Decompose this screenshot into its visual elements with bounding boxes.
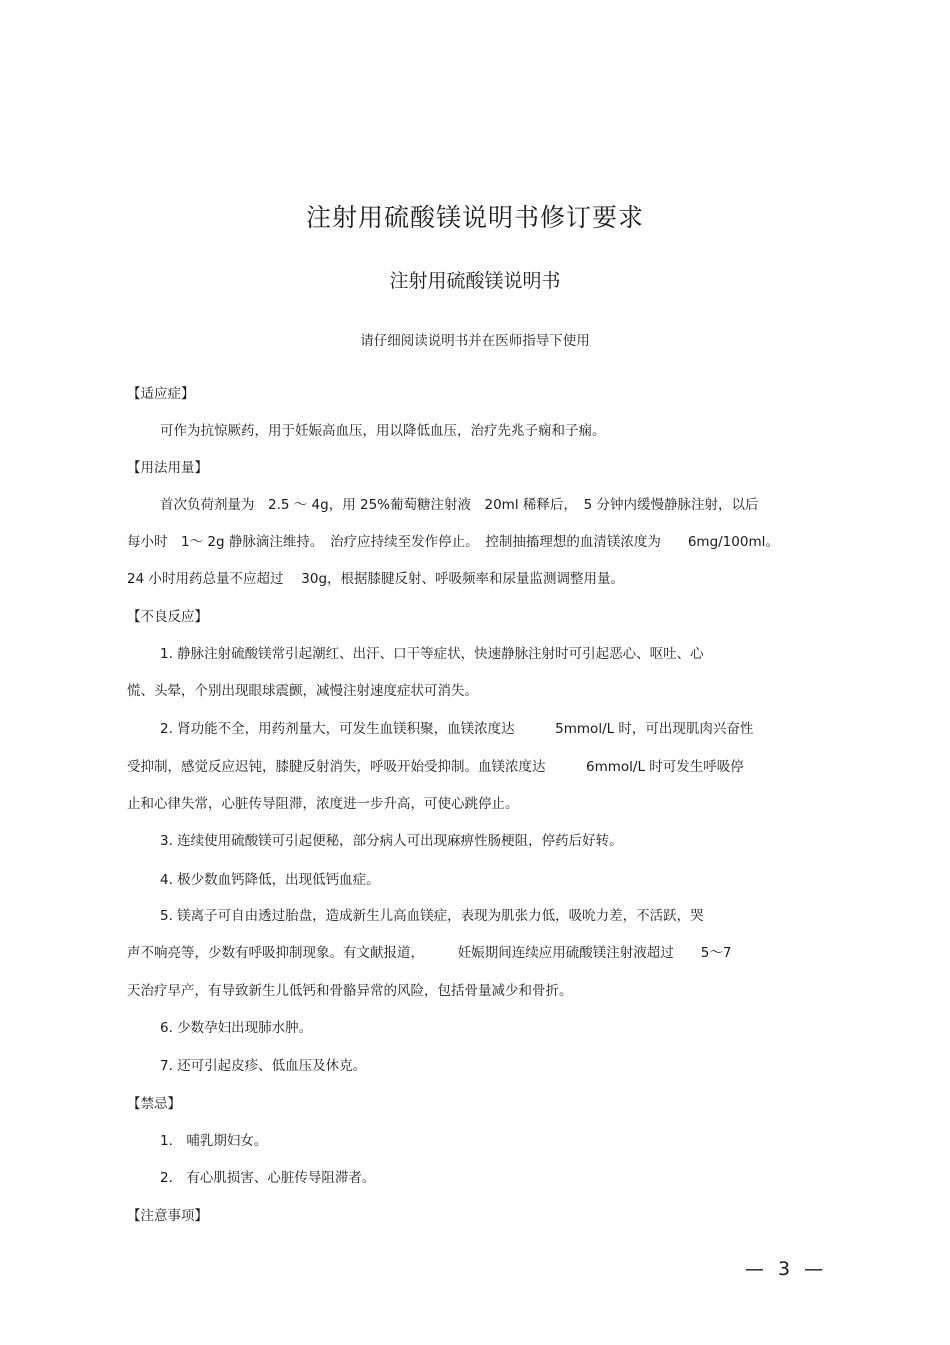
paragraph-line: 受抑制，感觉反应迟钝，膝腱反射消失，呼吸开始受抑制。血镁浓度达 6mmol/L 时可发生呼吸停 xyxy=(127,759,744,775)
paragraph-line: 每小时 1～ 2g 静脉滴注维持。 治疗应持续至发作停止。 控制抽搐理想的血清镁浓度为 6mg/100ml。 xyxy=(127,534,779,550)
paragraph-line: 5. 镁离子可自由透过胎盘，造成新生儿高血镁症，表现为肌张力低，吸吮力差，不活跃，哭 xyxy=(160,908,704,924)
paragraph-line: 2. 有心肌损害、心脏传导阻滞者。 xyxy=(160,1170,376,1186)
paragraph-line: 慌、头晕，个别出现眼球震颤，减慢注射速度症状可消失。 xyxy=(127,683,478,699)
page-number: — 3 — xyxy=(745,1258,828,1280)
paragraph-line: 24 小时用药总量不应超过 30g，根据膝腱反射、呼吸频率和尿量监测调整用量。 xyxy=(127,571,625,587)
paragraph-line: 1. 静脉注射硫酸镁常引起潮红、出汗、口干等症状，快速静脉注射时可引起恶心、呕吐、心 xyxy=(160,646,704,662)
usage-note: 请仔细阅读说明书并在医师指导下使用 xyxy=(360,333,590,349)
section-heading-contraindications: 【禁忌】 xyxy=(127,1096,181,1112)
paragraph-line: 4. 极少数血钙降低，出现低钙血症。 xyxy=(160,872,380,888)
paragraph-line: 首次负荷剂量为 2.5 ～ 4g，用 25%葡萄糖注射液 20ml 稀释后， 5 分钟内缓慢静脉注射，以后 xyxy=(160,497,759,513)
section-heading-precautions: 【注意事项】 xyxy=(127,1208,208,1224)
document-subtitle: 注射用硫酸镁说明书 xyxy=(389,270,561,292)
paragraph-line: 3. 连续使用硫酸镁可引起便秘，部分病人可出现麻痹性肠梗阻，停药后好转。 xyxy=(160,833,623,849)
paragraph-line: 1. 哺乳期妇女。 xyxy=(160,1133,268,1149)
document-title: 注射用硫酸镁说明书修订要求 xyxy=(305,203,644,232)
paragraph-line: 6. 少数孕妇出现肺水肿。 xyxy=(160,1020,313,1036)
paragraph-line: 可作为抗惊厥药，用于妊娠高血压，用以降低血压，治疗先兆子痫和子痫。 xyxy=(160,423,606,439)
section-heading-dosage: 【用法用量】 xyxy=(127,460,208,476)
section-heading-adverse: 【不良反应】 xyxy=(127,609,208,625)
paragraph-line: 天治疗早产，有导致新生儿低钙和骨骼异常的风险，包括骨量减少和骨折。 xyxy=(127,983,573,999)
section-heading-indications: 【适应症】 xyxy=(127,386,195,402)
paragraph-line: 7. 还可引起皮疹、低血压及休克。 xyxy=(160,1058,367,1074)
paragraph-line: 声不响亮等，少数有呼吸抑制现象。有文献报道， 妊娠期间连续应用硫酸镁注射液超过 5～7 xyxy=(127,945,732,961)
paragraph-line: 2. 肾功能不全，用药剂量大，可发生血镁积聚，血镁浓度达 5mmol/L 时，可出现肌肉兴奋性 xyxy=(160,721,754,737)
paragraph-line: 止和心律失常，心脏传导阻滞，浓度进一步升高，可使心跳停止。 xyxy=(127,796,519,812)
